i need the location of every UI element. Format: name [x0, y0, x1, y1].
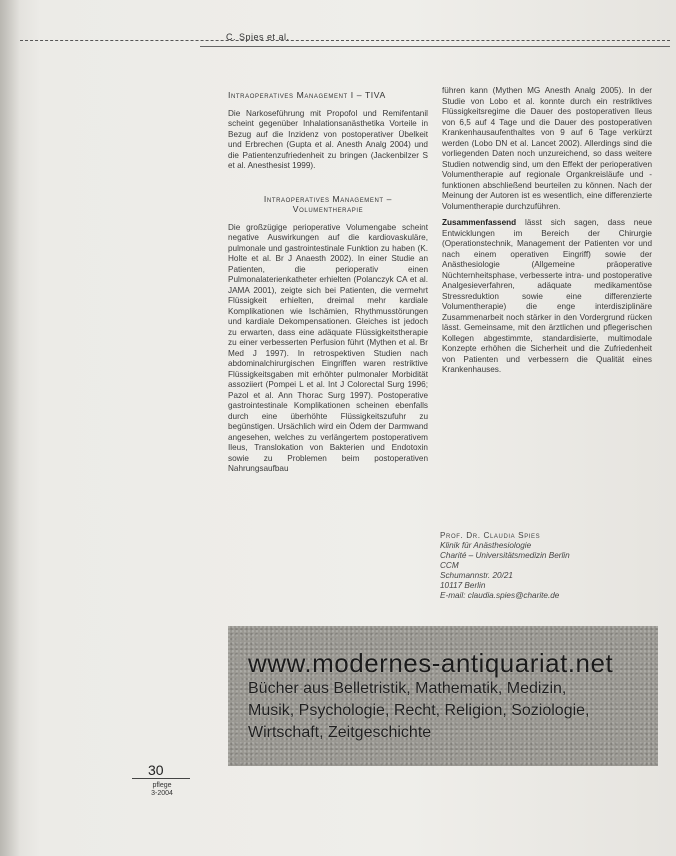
- journal-issue-number: 3-2004: [151, 790, 173, 797]
- header-dashed-rule: [20, 40, 670, 41]
- address-line: Charité – Universitätsmedizin Berlin: [440, 551, 570, 560]
- paragraph-volumentherapie: Die großzügige perioperative Volumengabe scheint negative Auswirkungen auf die kardiovaskuläre, pulmonale und gastrointestinale Funktion zu haben (K. Holte et al. Br J Anaesth 2002). In einer Studie an Patienten, die perioperativ einen Pulmonalaterienkatheter erhielten (Polanczyk CA et al. JAMA 2001), zeigte sich bei Patienten, die vermehrt Flüssigkeit erhielten, dreimal mehr kardiale Komplikationen wie Ischämien, Rhythmusstörungen und kardiale Dekompensationen. Gleiches ist jedoch zu erwarten, dass eine adäquate Flüssigkeitstherapie zu einer verbesserten Perfusion führt (Mythen et al. Br Med J 1997). In retrospektiven Studien nach abdominalchirurgischen Eingriffen waren restriktive Flüssigkeitsgaben mit erhöhter pulmonaler Morbidität assoziiert (Pompei L et al. Int J Colorectal Surg 1996; Pazol et al. Ann Thorac Surg 1997). Postoperative gastrointestinale Komplikationen scheinen ebenfalls durch eine überhöhte Flüssigkeitszufuhr zu begünstigen. Ursächlich wird ein Ödem der Darmwand angesehen, welches zu verlängertem postoperativem Ileus, Translokation von Bakterien und Endotoxin sowie zu Problemen beim postoperativen Nahrungsaufbau: [228, 222, 428, 473]
- paragraph-continuation: führen kann (Mythen MG Anesth Analg 2005). In der Studie von Lobo et al. konnte durch ein restriktives Flüssigkeitsregime die Dauer des postoperativen Ileus von 6,5 auf 4 Tage und die Dauer des postoperativen Krankenhausaufenthaltes von 9 auf 6 Tage verkürzt werden (Lobo DN et al. Lancet 2002). Allerdings sind die vorliegenden Daten noch unzureichend, so dass weitere Studien notwendig sind, um den Effekt der perioperativen Volumentherapie auf regionale Organkreisläufe und -funktionen abschließend beurteilen zu können. Nach der Meinung der Autoren ist es wesentlich, eine differenzierte Volumentherapie durchzuführen.: [442, 86, 652, 211]
- address-line: CCM: [440, 561, 459, 570]
- watermark-line: Bücher aus Belletristik, Mathematik, Medizin,: [248, 680, 567, 697]
- right-column: [442, 86, 652, 382]
- journal-name: pflege: [152, 782, 172, 789]
- section-title-tiva: Intraoperatives Management I – TIVA: [228, 90, 386, 100]
- watermark-line: Wirtschaft, Zeitgeschichte: [248, 724, 432, 741]
- left-column: [228, 90, 428, 481]
- summary-lead: Zusammenfassend: [442, 218, 517, 227]
- summary-text: lässt sich sagen, dass neue Entwicklungen im Bereich der Chirurgie (Operationstechnik, Management der Patienten vor und nach einem operativen Eingriff) sowie der Anästhesiologie (Allgemeine präoperative Nüchternheitsphase, verbesserte intra- und postoperative Analgesieverfahren, adäquate medikamentöse Stressreduktion sowie eine differenzierte Volumentherapie) die enge interdisziplinäre Zusammenarbeit noch stärker in den Vordergrund rücken lässt. Gemeinsame, mit den ärztlichen und pflegerischen Kollegen abgestimmte, standardisierte, multimodale Konzepte erhöhen die Sicherheit und die Zufriedenheit von Patienten und verbessern die Qualität eines Krankenhauses.: [442, 218, 652, 374]
- running-head: C. Spies et al.: [226, 32, 290, 42]
- watermark-line: Musik, Psychologie, Recht, Religion, Soziologie,: [248, 702, 590, 719]
- paragraph-summary: [442, 218, 652, 376]
- address-line: Schumannstr. 20/21: [440, 571, 513, 580]
- spine-shadow: [0, 0, 20, 856]
- footer-rule: [132, 778, 190, 779]
- section-title-line2: Volumentherapie: [292, 204, 364, 214]
- address-line: 10117 Berlin: [440, 581, 486, 590]
- watermark-banner: [228, 626, 658, 766]
- author-email: E-mail: claudia.spies@charite.de: [440, 591, 560, 600]
- section-title-volumentherapie: [228, 194, 428, 215]
- watermark-url: www.modernes-antiquariat.net: [248, 648, 614, 678]
- header-rule: [200, 46, 670, 47]
- page-number: 30: [148, 762, 164, 778]
- journal-issue: [142, 782, 182, 798]
- paragraph-tiva: Die Narkoseführung mit Propofol und Remifentanil scheint gegenüber Inhalationsanästhetika Vorteile in Bezug auf die Inzidenz von postoperativer Übelkeit und Erbrechen (Gupta et al. Anesth Analg 2004) und die Patientenzufriedenheit zu bringen (Jackenbilzer S et al. Anesthesist 1999).: [228, 108, 428, 170]
- section-title-line1: Intraoperatives Management –: [263, 193, 393, 204]
- author-name: Prof. Dr. Claudia Spies: [440, 531, 541, 540]
- address-line: Klinik für Anästhesiologie: [440, 541, 532, 550]
- author-address: [440, 531, 660, 601]
